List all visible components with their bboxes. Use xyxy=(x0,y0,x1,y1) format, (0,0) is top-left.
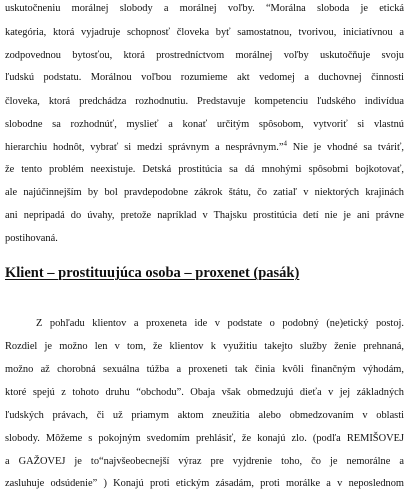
paragraph-line: kategória, ktorá vyjadruje schopnosť človeka byť samostatnou, tvorivou, iniciatívnou a xyxy=(5,27,404,38)
paragraph-line-tail: Nie je vhodné sa tváriť, xyxy=(286,142,404,153)
paragraph-line: a GAŽOVEJ je to“najvšeobecnejší výraz pre vyjdrenie toho, čo je nemorálne a xyxy=(5,456,404,467)
paragraph-line: možno až chorobná sexuálna túžba a proxeneti tak činia kvôli finančným výhodám, xyxy=(5,364,404,375)
paragraph-line: človeka, ktorá predchádza rozhodnutiu. Predstavuje kompetenciu ľudského indivídua xyxy=(5,96,404,107)
paragraph-line: Z pohľadu klientov a proxeneta ide v podstate o podobný (ne)etický postoj. xyxy=(36,318,404,329)
paragraph-line: slobody. Môžeme s pokojným svedomím prehlásiť, že konajú zlo. (podľa REMIŠOVEJ xyxy=(5,433,404,444)
paragraph-line: ľudskú podstatu. Morálnou voľbou rozumieme akt vedomej a duchovnej činnosti xyxy=(5,72,404,83)
paragraph-line-start: hierarchiu hodnôt, vybrať si medzi správnym a nesprávnym.” xyxy=(5,142,284,153)
paragraph-line: ale najúčinnejším by bol pravdepodobne zákrok štátu, čo zatiaľ v niektorých krajinách xyxy=(5,187,404,198)
paragraph-line: uskutočneniu morálnej slobody a morálnej voľby. “Morálna sloboda je etická xyxy=(5,3,404,14)
paragraph-line: zasluhuje odsúdenie” ) Konajú proti etickým zásadám, proti morálke a v neposlednom xyxy=(5,478,404,489)
paragraph-line: slobodne sa rozhodnúť, myslieť a konať určitým spôsobom, vytvoriť si vlastnú xyxy=(5,119,404,130)
paragraph-line: že tento problém neexistuje. Detská prostitúcia sa dá mnohými spôsobmi bojkotovať, xyxy=(5,164,404,175)
paragraph-line: ktoré spejú z tohoto druhu “obchodu”. Obaja však obmedzujú dieťa v jej základných xyxy=(5,387,404,398)
paragraph-line: postihovaná. xyxy=(5,233,58,244)
footnote-marker[interactable]: 4 xyxy=(283,139,287,148)
paragraph-line: zodpovednou bytosťou, ktorá prostredníctvom morálnej voľby uskutočňuje svoju xyxy=(5,50,404,61)
paragraph-line: ľudských právach, či už priamym aktom zneužitia alebo obmedzovaním v oblasti xyxy=(5,410,404,421)
section-heading: Klient – prostituujúca osoba – proxenet (pasák) xyxy=(5,265,300,281)
paragraph-line-with-footnote xyxy=(5,141,404,155)
paragraph-line: Rozdiel je možno len v tom, že klientov k využitiu takejto služby ženie prehnaná, xyxy=(5,341,404,352)
paragraph-line: ani nepripadá do úvahy, pretože napríklad v Thajsku prostitúcia detí nie je ani právne xyxy=(5,210,404,221)
